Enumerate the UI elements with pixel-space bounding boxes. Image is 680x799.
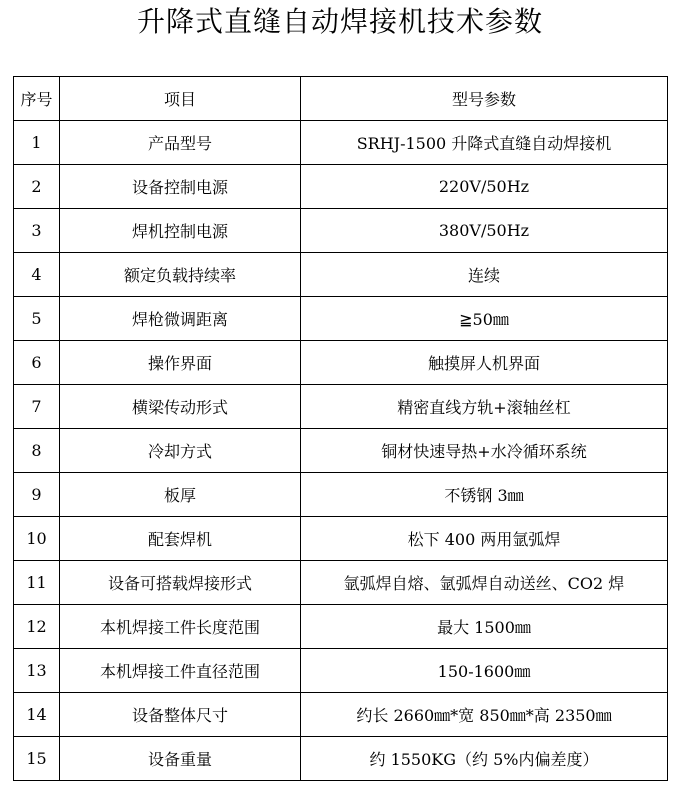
table-row	[14, 737, 668, 781]
table-row	[14, 561, 668, 605]
row-value: 380V/50Hz	[301, 209, 668, 253]
row-value: 铜材快速导热+水冷循环系统	[301, 429, 668, 473]
row-index: 12	[14, 605, 60, 649]
page-title: 升降式直缝自动焊接机技术参数	[136, 5, 543, 38]
row-index: 4	[14, 253, 60, 297]
header-index: 序号	[14, 77, 60, 121]
header-value: 型号参数	[301, 77, 668, 121]
row-value: 氩弧焊自熔、氩弧焊自动送丝、CO2 焊	[301, 561, 668, 605]
row-item: 冷却方式	[60, 429, 301, 473]
row-value: 精密直线方轨+滚轴丝杠	[301, 385, 668, 429]
row-value: 不锈钢 3㎜	[301, 473, 668, 517]
table-row	[14, 693, 668, 737]
row-value: SRHJ-1500 升降式直缝自动焊接机	[301, 121, 668, 165]
row-item: 焊枪微调距离	[60, 297, 301, 341]
table-row	[14, 297, 668, 341]
row-item: 额定负载持续率	[60, 253, 301, 297]
table-row	[14, 605, 668, 649]
table-row	[14, 473, 668, 517]
row-item: 设备控制电源	[60, 165, 301, 209]
row-item: 设备可搭载焊接形式	[60, 561, 301, 605]
row-value: 150-1600㎜	[301, 649, 668, 693]
row-item: 设备整体尺寸	[60, 693, 301, 737]
row-value: 最大 1500㎜	[301, 605, 668, 649]
row-index: 9	[14, 473, 60, 517]
row-index: 14	[14, 693, 60, 737]
row-index: 1	[14, 121, 60, 165]
row-item: 产品型号	[60, 121, 301, 165]
row-value: 松下 400 两用氩弧焊	[301, 517, 668, 561]
row-item: 设备重量	[60, 737, 301, 781]
table-header-row	[14, 77, 668, 121]
row-value: ≧50㎜	[301, 297, 668, 341]
row-index: 13	[14, 649, 60, 693]
row-index: 11	[14, 561, 60, 605]
table-row	[14, 165, 668, 209]
table-row	[14, 341, 668, 385]
row-value: 220V/50Hz	[301, 165, 668, 209]
row-item: 本机焊接工件长度范围	[60, 605, 301, 649]
table-row	[14, 649, 668, 693]
row-value: 约 1550KG（约 5%内偏差度）	[301, 737, 668, 781]
table-row	[14, 121, 668, 165]
row-value: 触摸屏人机界面	[301, 341, 668, 385]
row-index: 10	[14, 517, 60, 561]
table-row	[14, 385, 668, 429]
row-item: 本机焊接工件直径范围	[60, 649, 301, 693]
row-item: 配套焊机	[60, 517, 301, 561]
row-item: 焊机控制电源	[60, 209, 301, 253]
header-item: 项目	[60, 77, 301, 121]
row-item: 板厚	[60, 473, 301, 517]
row-index: 2	[14, 165, 60, 209]
row-item: 横梁传动形式	[60, 385, 301, 429]
spec-table	[13, 76, 668, 781]
row-value: 约长 2660㎜*宽 850㎜*高 2350㎜	[301, 693, 668, 737]
row-index: 7	[14, 385, 60, 429]
table-row	[14, 517, 668, 561]
table-row	[14, 253, 668, 297]
row-value: 连续	[301, 253, 668, 297]
row-item: 操作界面	[60, 341, 301, 385]
table-row	[14, 429, 668, 473]
row-index: 3	[14, 209, 60, 253]
table-row	[14, 209, 668, 253]
row-index: 6	[14, 341, 60, 385]
row-index: 5	[14, 297, 60, 341]
row-index: 15	[14, 737, 60, 781]
row-index: 8	[14, 429, 60, 473]
